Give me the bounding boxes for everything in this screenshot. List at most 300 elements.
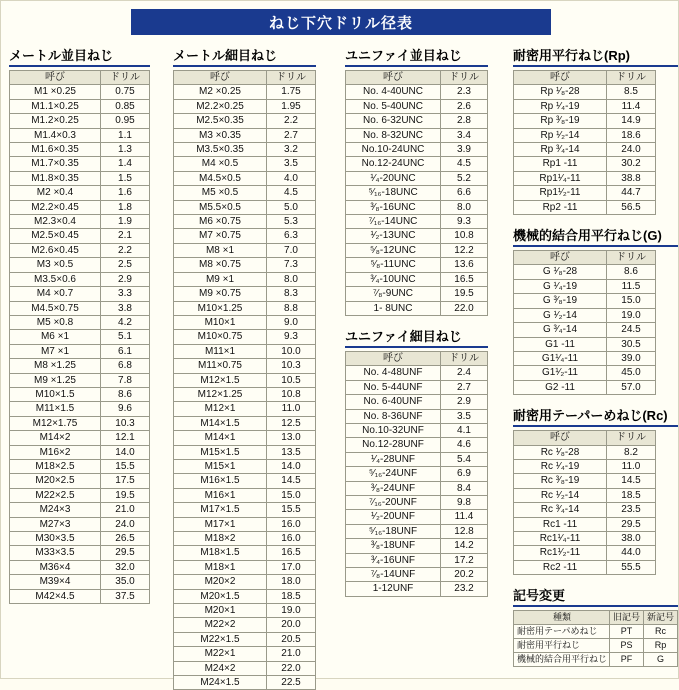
cell-drill-diameter: 4.5	[441, 157, 488, 171]
cell-thread-size: No. 5-40UNC	[346, 99, 441, 113]
table-row	[514, 639, 678, 653]
cell-thread-size: M11×1.5	[10, 402, 101, 416]
cell-thread-size: No. 4-48UNF	[346, 366, 441, 380]
cell-thread-size: ⁷⁄₁₆-14UNC	[346, 215, 441, 229]
cell-drill-diameter: 17.0	[267, 560, 316, 574]
cell-drill-diameter: 5.4	[441, 452, 488, 466]
cell-drill-diameter: 15.0	[267, 488, 316, 502]
cell-thread-size: M10×1.25	[174, 301, 267, 315]
cell-drill-diameter: 30.2	[607, 157, 656, 171]
cell-drill-diameter: 12.1	[101, 431, 150, 445]
cell-drill-diameter: 18.0	[267, 575, 316, 589]
column-pipe-threads	[513, 45, 678, 667]
cell-drill-diameter: 44.0	[607, 546, 656, 560]
table-row	[10, 402, 150, 416]
cell-thread-size: M3 ×0.5	[10, 258, 101, 272]
section-title-unified-coarse: ユニファイ並目ねじ	[345, 45, 488, 67]
cell-drill-diameter: 16.0	[267, 517, 316, 531]
cell-thread-size: M12×1	[174, 402, 267, 416]
cell-thread-size: No. 4-40UNC	[346, 85, 441, 99]
table-row	[514, 366, 656, 380]
cell-thread-size: M24×3	[10, 503, 101, 517]
cell-new-symbol: Rc	[644, 625, 678, 639]
table-row	[514, 474, 656, 488]
table-row	[174, 546, 316, 560]
cell-thread-size: M9 ×1	[174, 272, 267, 286]
header-drill: ドリル	[267, 71, 316, 85]
cell-drill-diameter: 30.5	[607, 337, 656, 351]
header-drill: ドリル	[101, 71, 150, 85]
header-name: 呼び	[174, 71, 267, 85]
cell-drill-diameter: 37.5	[101, 589, 150, 603]
cell-drill-diameter: 7.8	[101, 373, 150, 387]
cell-thread-size: ³⁄₄-16UNF	[346, 553, 441, 567]
table-row	[514, 531, 656, 545]
table-row	[10, 546, 150, 560]
cell-thread-size: Rc2 -11	[514, 560, 607, 574]
table-row	[10, 272, 150, 286]
table-row	[346, 481, 488, 495]
cell-thread-size: M6 ×1	[10, 330, 101, 344]
cell-drill-diameter: 29.5	[607, 517, 656, 531]
table-row	[10, 301, 150, 315]
cell-drill-diameter: 10.3	[101, 416, 150, 430]
column-unified	[345, 45, 488, 597]
cell-thread-size: Rp ¹⁄₈-28	[514, 85, 607, 99]
table-body-unified-coarse	[346, 85, 488, 316]
table-row	[346, 114, 488, 128]
cell-thread-size: M24×1.5	[174, 676, 267, 690]
table-row	[10, 171, 150, 185]
table-row	[174, 243, 316, 257]
header-drill: ドリル	[441, 71, 488, 85]
cell-drill-diameter: 10.0	[267, 344, 316, 358]
cell-thread-size: M8 ×1	[174, 243, 267, 257]
cell-drill-diameter: 26.5	[101, 532, 150, 546]
cell-drill-diameter: 20.2	[441, 568, 488, 582]
cell-drill-diameter: 24.0	[607, 143, 656, 157]
table-row	[174, 99, 316, 113]
table-row	[10, 488, 150, 502]
cell-drill-diameter: 2.2	[267, 114, 316, 128]
table-row	[346, 215, 488, 229]
table-row	[10, 258, 150, 272]
table-row	[514, 517, 656, 531]
table-row	[10, 344, 150, 358]
table-row	[346, 85, 488, 99]
cell-thread-size: G ¹⁄₂-14	[514, 308, 607, 322]
cell-thread-size: M16×1	[174, 488, 267, 502]
cell-drill-diameter: 6.1	[101, 344, 150, 358]
cell-thread-size: M4.5×0.75	[10, 301, 101, 315]
table-row	[10, 575, 150, 589]
table-row	[174, 330, 316, 344]
cell-drill-diameter: 3.5	[267, 157, 316, 171]
cell-thread-size: M10×1	[174, 315, 267, 329]
table-row	[346, 200, 488, 214]
cell-thread-size: M17×1.5	[174, 503, 267, 517]
table-rp	[513, 70, 656, 215]
table-row	[10, 560, 150, 574]
cell-thread-size: Rc1¹⁄₄-11	[514, 531, 607, 545]
table-row	[10, 243, 150, 257]
table-row	[174, 604, 316, 618]
cell-drill-diameter: 7.3	[267, 258, 316, 272]
table-header-row	[346, 351, 488, 365]
cell-thread-size: M5 ×0.8	[10, 315, 101, 329]
header-name: 呼び	[514, 71, 607, 85]
section-title-metric-fine: メートル細目ねじ	[173, 45, 316, 67]
cell-thread-size: M2.6×0.45	[10, 243, 101, 257]
table-row	[174, 344, 316, 358]
page-title: ねじ下穴ドリル径表	[131, 9, 551, 35]
table-row	[10, 200, 150, 214]
cell-thread-size: M11×1	[174, 344, 267, 358]
cell-thread-size: G ³⁄₄-14	[514, 323, 607, 337]
table-row	[346, 380, 488, 394]
table-row	[10, 215, 150, 229]
table-row	[346, 366, 488, 380]
cell-thread-size: M22×2.5	[10, 488, 101, 502]
table-row	[346, 539, 488, 553]
table-row	[10, 445, 150, 459]
cell-drill-diameter: 2.4	[441, 366, 488, 380]
table-row	[174, 85, 316, 99]
cell-drill-diameter: 4.1	[441, 423, 488, 437]
cell-thread-size: Rc ¹⁄₄-19	[514, 459, 607, 473]
cell-thread-size: 1-12UNF	[346, 582, 441, 596]
table-row	[10, 186, 150, 200]
table-row	[346, 553, 488, 567]
subsection-rc	[513, 405, 678, 575]
cell-drill-diameter: 5.1	[101, 330, 150, 344]
cell-thread-size: ⁵⁄₁₆-18UNF	[346, 524, 441, 538]
table-unified-coarse	[345, 70, 488, 316]
cell-drill-diameter: 3.4	[441, 128, 488, 142]
table-row	[174, 459, 316, 473]
table-row	[514, 99, 656, 113]
cell-drill-diameter: 13.0	[267, 431, 316, 445]
table-row	[514, 560, 656, 574]
table-row	[174, 589, 316, 603]
cell-drill-diameter: 4.2	[101, 315, 150, 329]
cell-thread-size: M15×1	[174, 459, 267, 473]
cell-drill-diameter: 3.9	[441, 143, 488, 157]
cell-thread-size: No. 6-40UNF	[346, 395, 441, 409]
cell-drill-diameter: 14.2	[441, 539, 488, 553]
cell-thread-size: M2.5×0.45	[10, 229, 101, 243]
cell-drill-diameter: 14.0	[101, 445, 150, 459]
cell-thread-size: No.10-32UNF	[346, 423, 441, 437]
table-row	[174, 359, 316, 373]
cell-thread-size: ⁵⁄₈-11UNC	[346, 258, 441, 272]
table-row	[346, 423, 488, 437]
cell-thread-size: M18×2	[174, 532, 267, 546]
cell-thread-size: M3.5×0.6	[10, 272, 101, 286]
cell-drill-diameter: 18.6	[607, 128, 656, 142]
cell-drill-diameter: 24.5	[607, 323, 656, 337]
cell-drill-diameter: 0.75	[101, 85, 150, 99]
table-row	[10, 517, 150, 531]
cell-thread-size: M27×3	[10, 517, 101, 531]
cell-thread-size: M39×4	[10, 575, 101, 589]
header-drill: ドリル	[607, 251, 656, 265]
table-body-symbol-change	[514, 625, 678, 667]
cell-thread-size: No.12-24UNC	[346, 157, 441, 171]
cell-thread-size: M1.4×0.3	[10, 128, 101, 142]
cell-thread-size: G1¹⁄₄-11	[514, 351, 607, 365]
cell-thread-size: M9 ×0.75	[174, 287, 267, 301]
cell-thread-size: G1¹⁄₂-11	[514, 366, 607, 380]
cell-drill-diameter: 17.2	[441, 553, 488, 567]
table-row	[514, 279, 656, 293]
table-row	[10, 532, 150, 546]
table-row	[174, 387, 316, 401]
cell-drill-diameter: 8.6	[607, 265, 656, 279]
table-row	[10, 431, 150, 445]
table-row	[346, 229, 488, 243]
cell-drill-diameter: 23.2	[441, 582, 488, 596]
cell-thread-size: M10×1.5	[10, 387, 101, 401]
cell-thread-size: M36×4	[10, 560, 101, 574]
table-row	[346, 582, 488, 596]
table-row	[514, 128, 656, 142]
cell-thread-size: M11×0.75	[174, 359, 267, 373]
cell-drill-diameter: 4.0	[267, 171, 316, 185]
table-row	[174, 143, 316, 157]
cell-drill-diameter: 6.8	[101, 359, 150, 373]
cell-thread-size: M18×1.5	[174, 546, 267, 560]
cell-thread-size: Rp1 -11	[514, 157, 607, 171]
cell-drill-diameter: 12.5	[267, 416, 316, 430]
table-row	[10, 229, 150, 243]
cell-thread-size: M33×3.5	[10, 546, 101, 560]
table-row	[514, 157, 656, 171]
cell-thread-size: M10×0.75	[174, 330, 267, 344]
cell-thread-size: Rc ³⁄₄-14	[514, 503, 607, 517]
cell-drill-diameter: 1.95	[267, 99, 316, 113]
cell-thread-size: No.12-28UNF	[346, 438, 441, 452]
cell-thread-size: M12×1.75	[10, 416, 101, 430]
cell-drill-diameter: 11.0	[607, 459, 656, 473]
cell-thread-size: ³⁄₈-24UNF	[346, 481, 441, 495]
table-row	[10, 330, 150, 344]
table-row	[174, 128, 316, 142]
cell-thread-size: M1.2×0.25	[10, 114, 101, 128]
table-row	[174, 114, 316, 128]
cell-thread-size: M14×1	[174, 431, 267, 445]
cell-old-symbol: PS	[610, 639, 644, 653]
cell-thread-size: M20×1.5	[174, 589, 267, 603]
header-kind: 種類	[514, 611, 610, 625]
cell-new-symbol: G	[644, 653, 678, 667]
cell-drill-diameter: 8.4	[441, 481, 488, 495]
header-new-symbol: 新記号	[644, 611, 678, 625]
cell-drill-diameter: 2.8	[441, 114, 488, 128]
cell-thread-size: M42×4.5	[10, 589, 101, 603]
cell-drill-diameter: 11.0	[267, 402, 316, 416]
cell-thread-size: M16×2	[10, 445, 101, 459]
cell-drill-diameter: 21.0	[101, 503, 150, 517]
cell-thread-size: M5 ×0.5	[174, 186, 267, 200]
table-header-row	[514, 71, 656, 85]
table-row	[346, 128, 488, 142]
cell-drill-diameter: 45.0	[607, 366, 656, 380]
table-row	[174, 287, 316, 301]
cell-drill-diameter: 14.5	[267, 474, 316, 488]
cell-thread-size: M15×1.5	[174, 445, 267, 459]
cell-thread-size: Rc ¹⁄₂-14	[514, 488, 607, 502]
cell-drill-diameter: 2.7	[441, 380, 488, 394]
cell-drill-diameter: 10.8	[441, 229, 488, 243]
cell-drill-diameter: 55.5	[607, 560, 656, 574]
cell-thread-size: M2 ×0.4	[10, 186, 101, 200]
cell-drill-diameter: 2.9	[441, 395, 488, 409]
cell-thread-kind: 機械的結合用平行ねじ	[514, 653, 610, 667]
table-row	[174, 171, 316, 185]
cell-drill-diameter: 1.9	[101, 215, 150, 229]
cell-drill-diameter: 23.5	[607, 503, 656, 517]
table-row	[346, 409, 488, 423]
cell-drill-diameter: 22.5	[267, 676, 316, 690]
cell-drill-diameter: 16.0	[267, 532, 316, 546]
table-row	[346, 157, 488, 171]
cell-thread-size: Rp ³⁄₈-19	[514, 114, 607, 128]
table-row	[174, 272, 316, 286]
table-g	[513, 250, 656, 395]
cell-drill-diameter: 1.75	[267, 85, 316, 99]
cell-drill-diameter: 1.6	[101, 186, 150, 200]
cell-drill-diameter: 10.5	[267, 373, 316, 387]
table-row	[514, 265, 656, 279]
cell-thread-size: M12×1.25	[174, 387, 267, 401]
cell-drill-diameter: 5.0	[267, 200, 316, 214]
cell-drill-diameter: 19.0	[267, 604, 316, 618]
table-row	[174, 431, 316, 445]
table-row	[174, 661, 316, 675]
table-row	[514, 85, 656, 99]
cell-drill-diameter: 1.5	[101, 171, 150, 185]
table-row	[514, 653, 678, 667]
section-title-metric-coarse: メートル並目ねじ	[9, 45, 150, 67]
table-row	[174, 315, 316, 329]
table-header-row	[346, 71, 488, 85]
table-row	[174, 301, 316, 315]
cell-thread-size: M4.5×0.5	[174, 171, 267, 185]
cell-thread-size: M22×2	[174, 618, 267, 632]
table-row	[346, 524, 488, 538]
table-row	[514, 351, 656, 365]
table-row	[346, 186, 488, 200]
cell-drill-diameter: 11.4	[441, 510, 488, 524]
table-body-rc	[514, 445, 656, 575]
cell-thread-size: M7 ×0.75	[174, 229, 267, 243]
header-old-symbol: 旧記号	[610, 611, 644, 625]
table-row	[346, 467, 488, 481]
cell-thread-size: M1.6×0.35	[10, 143, 101, 157]
table-unified-fine	[345, 351, 488, 597]
cell-drill-diameter: 2.2	[101, 243, 150, 257]
cell-drill-diameter: 10.8	[267, 387, 316, 401]
column-metric-coarse	[9, 45, 150, 604]
cell-drill-diameter: 3.3	[101, 287, 150, 301]
cell-thread-size: M2.2×0.45	[10, 200, 101, 214]
cell-thread-size: M6 ×0.75	[174, 215, 267, 229]
table-row	[174, 517, 316, 531]
cell-new-symbol: Rp	[644, 639, 678, 653]
cell-thread-size: M8 ×1.25	[10, 359, 101, 373]
cell-drill-diameter: 3.2	[267, 143, 316, 157]
cell-thread-kind: 耐密用平行ねじ	[514, 639, 610, 653]
cell-thread-size: Rp ¹⁄₄-19	[514, 99, 607, 113]
cell-thread-size: M14×2	[10, 431, 101, 445]
cell-thread-size: M20×2.5	[10, 474, 101, 488]
table-row	[10, 85, 150, 99]
table-row	[10, 143, 150, 157]
cell-drill-diameter: 14.9	[607, 114, 656, 128]
table-row	[174, 229, 316, 243]
table-row	[174, 560, 316, 574]
cell-drill-diameter: 6.3	[267, 229, 316, 243]
cell-drill-diameter: 12.2	[441, 243, 488, 257]
table-header-row	[514, 431, 656, 445]
table-row	[10, 387, 150, 401]
cell-thread-size: Rp1¹⁄₂-11	[514, 186, 607, 200]
cell-old-symbol: PT	[610, 625, 644, 639]
cell-thread-size: No.10-24UNC	[346, 143, 441, 157]
table-row	[346, 171, 488, 185]
cell-thread-size: No. 6-32UNC	[346, 114, 441, 128]
cell-thread-size: Rp1¹⁄₄-11	[514, 171, 607, 185]
table-row	[514, 323, 656, 337]
cell-drill-diameter: 9.3	[441, 215, 488, 229]
header-name: 呼び	[346, 351, 441, 365]
table-row	[174, 157, 316, 171]
cell-old-symbol: PF	[610, 653, 644, 667]
table-body-metric-fine	[174, 85, 316, 690]
table-row	[346, 272, 488, 286]
table-row	[514, 380, 656, 394]
table-row	[346, 287, 488, 301]
table-row	[10, 157, 150, 171]
table-row	[346, 395, 488, 409]
cell-thread-size: 1- 8UNC	[346, 301, 441, 315]
cell-drill-diameter: 32.0	[101, 560, 150, 574]
cell-drill-diameter: 57.0	[607, 380, 656, 394]
cell-thread-size: ¹⁄₄-20UNC	[346, 171, 441, 185]
header-drill: ドリル	[441, 351, 488, 365]
cell-thread-size: M14×1.5	[174, 416, 267, 430]
table-row	[10, 287, 150, 301]
cell-drill-diameter: 14.0	[267, 459, 316, 473]
cell-drill-diameter: 9.6	[101, 402, 150, 416]
cell-drill-diameter: 2.1	[101, 229, 150, 243]
cell-thread-size: M3.5×0.35	[174, 143, 267, 157]
table-symbol-change	[513, 610, 678, 667]
table-row	[10, 114, 150, 128]
cell-drill-diameter: 8.5	[607, 85, 656, 99]
table-row	[514, 143, 656, 157]
table-row	[10, 474, 150, 488]
table-row	[10, 99, 150, 113]
table-metric-fine	[173, 70, 316, 690]
table-row	[514, 114, 656, 128]
cell-thread-size: M5.5×0.5	[174, 200, 267, 214]
table-row	[10, 373, 150, 387]
cell-drill-diameter: 35.0	[101, 575, 150, 589]
table-row	[174, 503, 316, 517]
cell-drill-diameter: 14.5	[607, 474, 656, 488]
